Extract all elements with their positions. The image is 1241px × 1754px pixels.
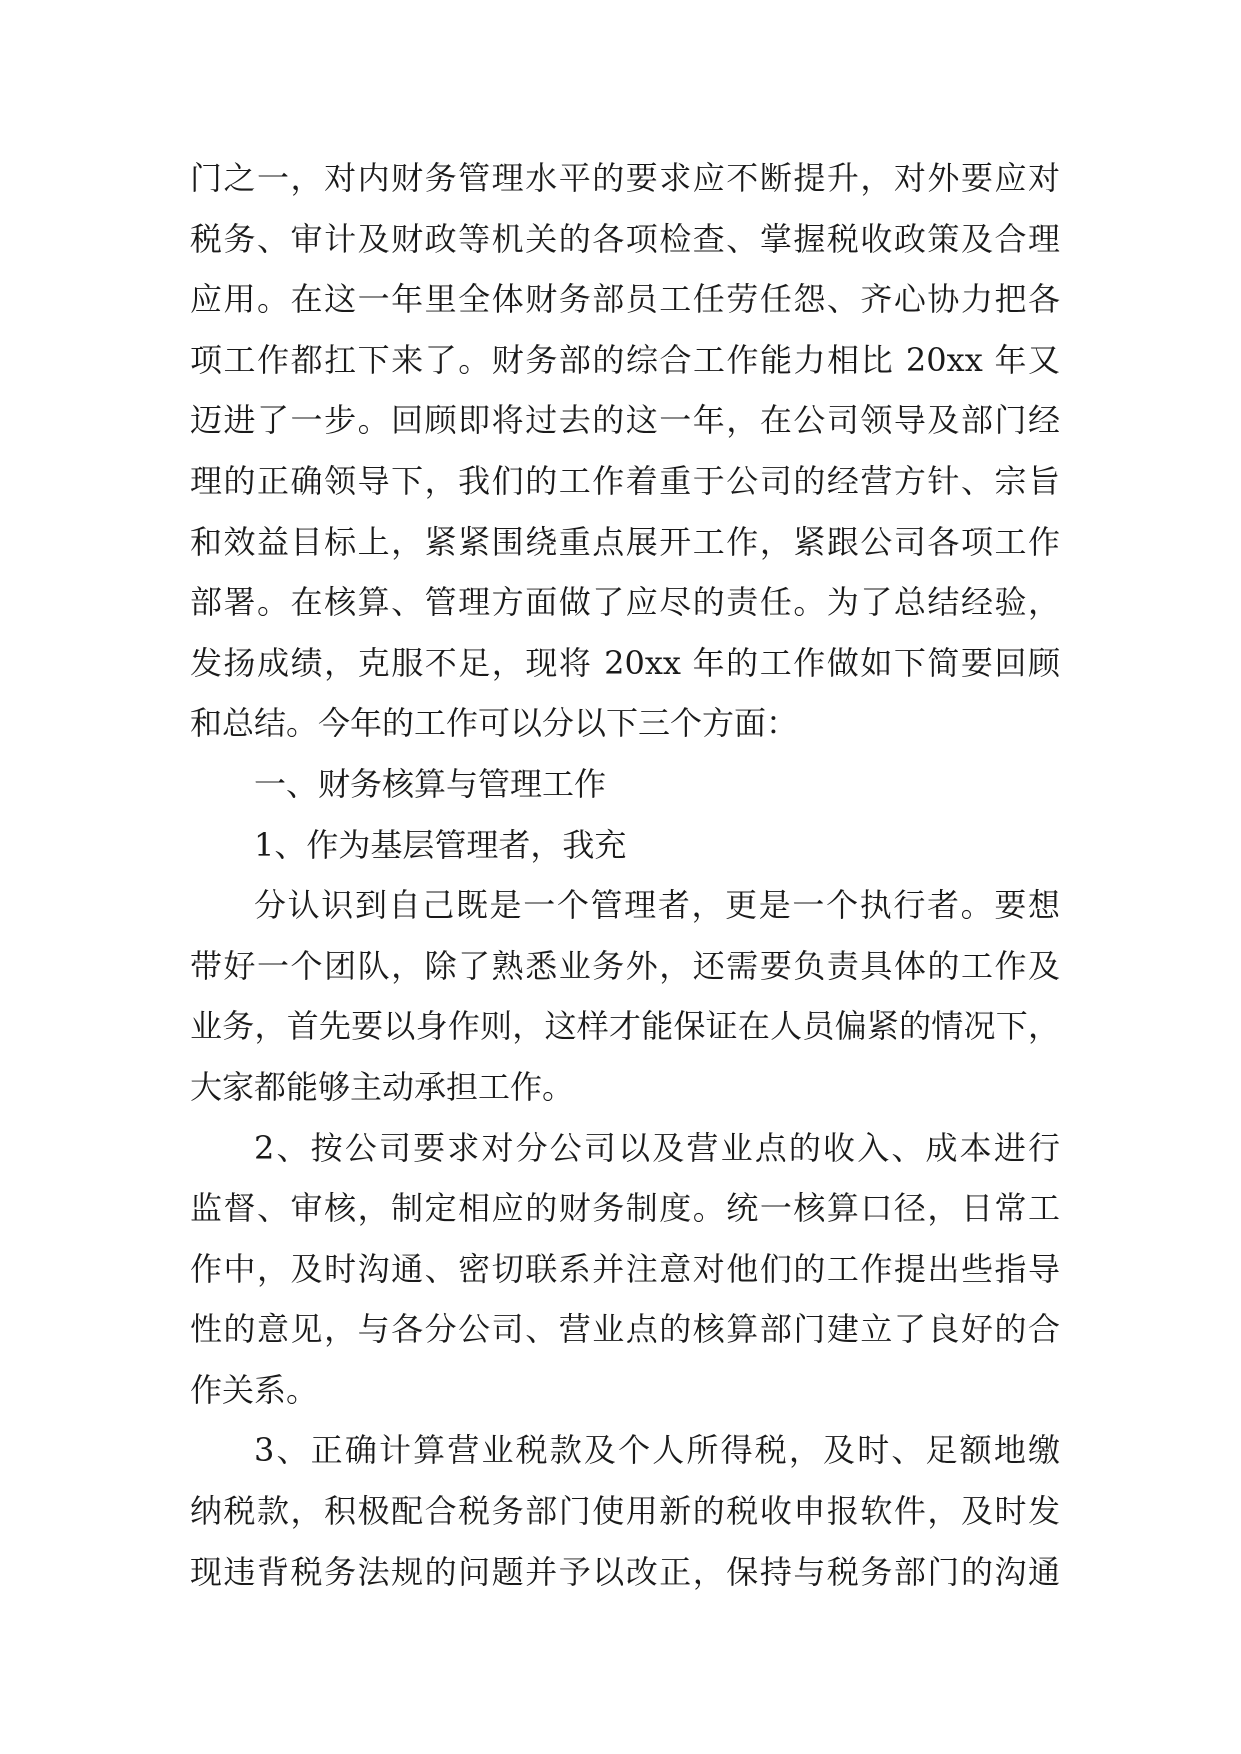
text-line: 发扬成绩，克服不足，现将 20xx 年的工作做如下简要回顾 xyxy=(190,643,1060,682)
text-line: 2、按公司要求对分公司以及营业点的收入、成本进行 xyxy=(254,1128,1060,1167)
text-line: 部署。在核算、管理方面做了应尽的责任。为了总结经验， xyxy=(190,583,1060,622)
text-line: 带好一个团队，除了熟悉业务外，还需要负责具体的工作及 xyxy=(190,946,1060,985)
text-line: 项工作都扛下来了。财务部的综合工作能力相比 20xx 年又 xyxy=(190,340,1060,379)
text-line: 作中，及时沟通、密切联系并注意对他们的工作提出些指导 xyxy=(190,1249,1060,1288)
text-line: 和效益目标上，紧紧围绕重点展开工作，紧跟公司各项工作 xyxy=(190,522,1060,561)
text-line: 应用。在这一年里全体财务部员工任劳任怨、齐心协力把各 xyxy=(190,280,1060,319)
text-line: 分认识到自己既是一个管理者，更是一个执行者。要想 xyxy=(254,886,1060,925)
text-line: 作关系。 xyxy=(190,1370,319,1409)
text-line: 一、财务核算与管理工作 xyxy=(254,764,607,803)
text-line: 业务，首先要以身作则，这样才能保证在人员偏紧的情况下， xyxy=(190,1007,1060,1046)
text-line: 现违背税务法规的问题并予以改正，保持与税务部门的沟通 xyxy=(190,1552,1060,1591)
text-line: 性的意见，与各分公司、营业点的核算部门建立了良好的合 xyxy=(190,1310,1060,1349)
text-line: 大家都能够主动承担工作。 xyxy=(190,1067,575,1106)
text-line: 监督、审核，制定相应的财务制度。统一核算口径，日常工 xyxy=(190,1189,1060,1228)
text-line: 税务、审计及财政等机关的各项检查、掌握税收政策及合理 xyxy=(190,219,1060,258)
text-line: 理的正确领导下，我们的工作着重于公司的经营方针、宗旨 xyxy=(190,461,1060,500)
text-line: 和总结。今年的工作可以分以下三个方面： xyxy=(190,704,799,743)
text-line: 1、作为基层管理者，我充 xyxy=(254,825,627,864)
text-line: 纳税款，积极配合税务部门使用新的税收申报软件，及时发 xyxy=(190,1492,1060,1531)
text-line: 门之一，对内财务管理水平的要求应不断提升，对外要应对 xyxy=(190,159,1060,197)
text-line: 迈进了一步。回顾即将过去的这一年，在公司领导及部门经 xyxy=(190,401,1060,440)
document-body xyxy=(190,148,1060,1602)
text-line: 3、正确计算营业税款及个人所得税，及时、足额地缴 xyxy=(254,1431,1060,1470)
